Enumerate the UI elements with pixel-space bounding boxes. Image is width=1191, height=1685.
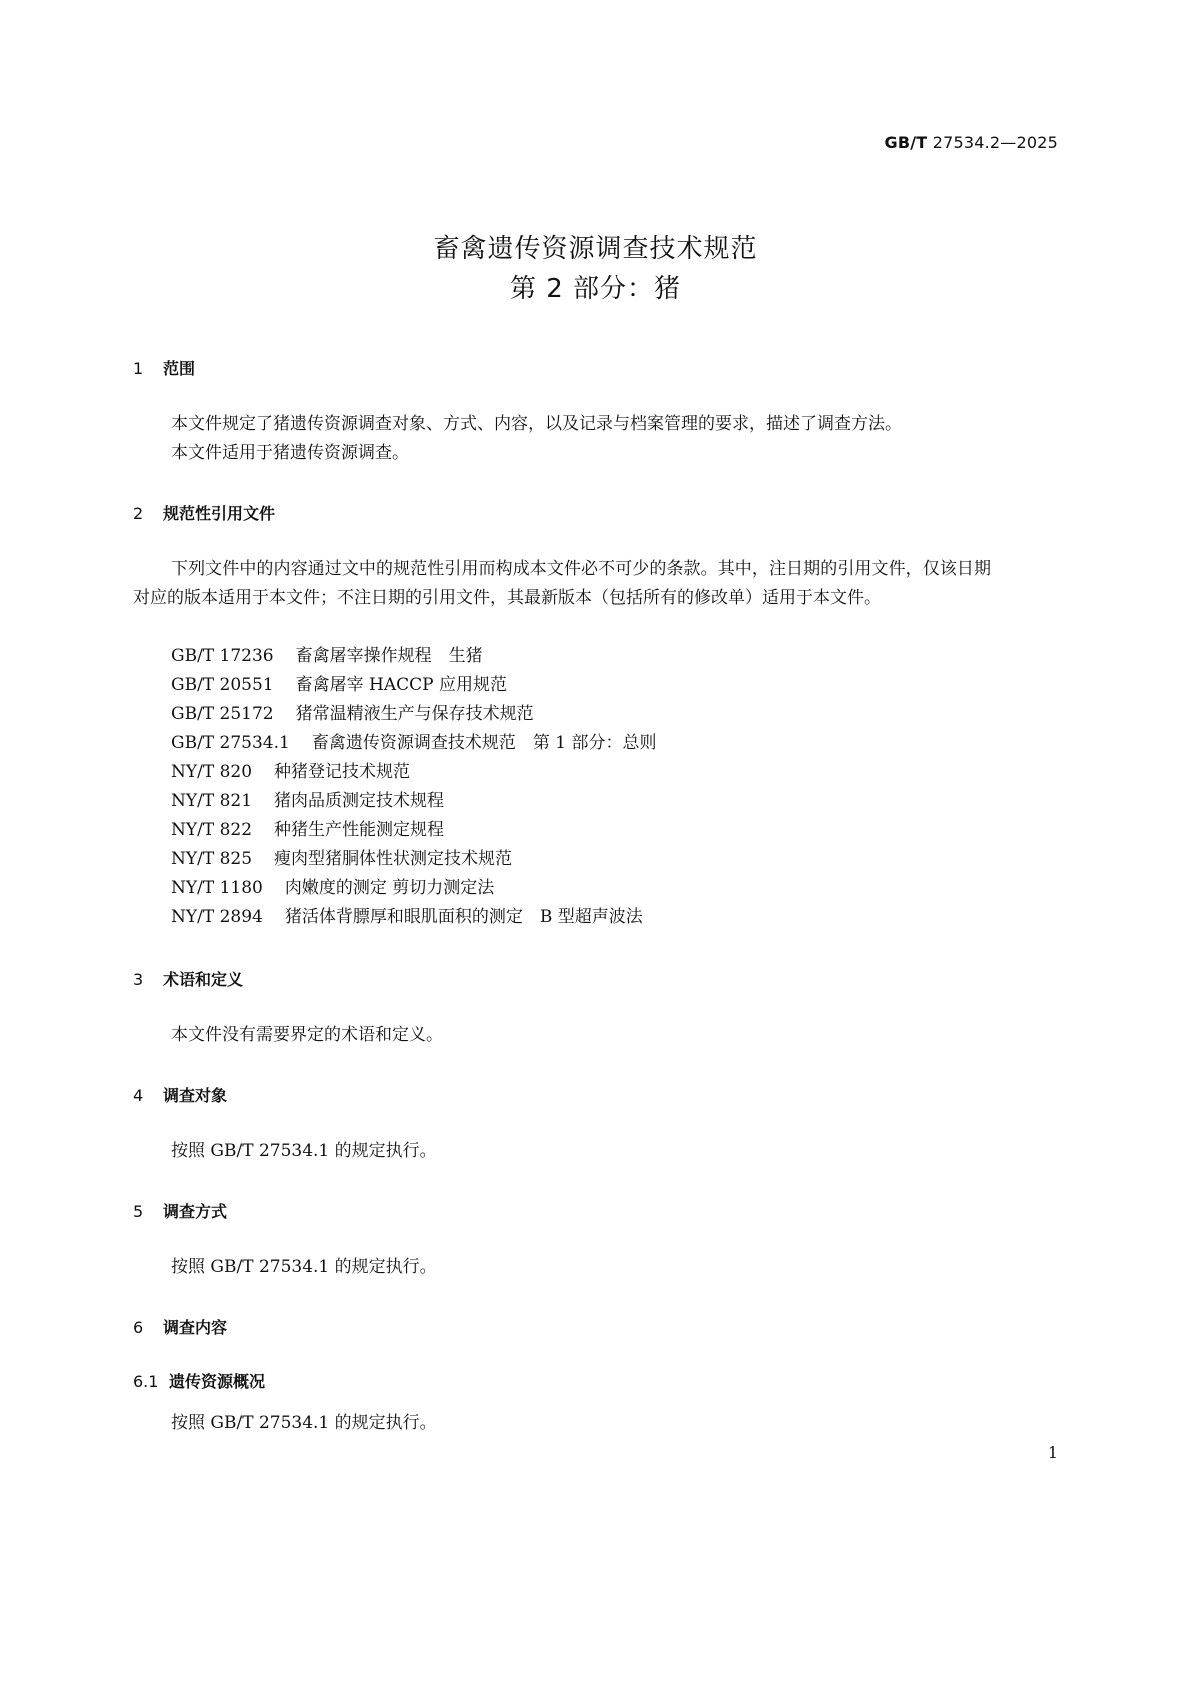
section-title: 规范性引用文件 bbox=[163, 504, 276, 523]
reference-item bbox=[171, 700, 656, 729]
section-number: 2 bbox=[133, 504, 144, 523]
section-number: 3 bbox=[133, 970, 144, 989]
reference-item bbox=[171, 671, 656, 700]
reference-title: 畜禽屠宰 HACCP 应用规范 bbox=[295, 675, 507, 695]
reference-item bbox=[171, 874, 656, 903]
reference-item bbox=[171, 903, 656, 932]
reference-item bbox=[171, 845, 656, 874]
paragraph: 下列文件中的内容通过文中的规范性引用而构成本文件必不可少的条款。其中，注日期的引用文件，仅该日期对应的版本适用于本文件；不注日期的引用文件，其最新版本（包括所有的修改单）适用于本文件。 bbox=[133, 559, 991, 608]
section-title: 术语和定义 bbox=[163, 970, 244, 989]
section-heading-scope bbox=[133, 356, 195, 379]
section-number: 6 bbox=[133, 1318, 144, 1337]
reference-title: 种猪登记技术规范 bbox=[274, 762, 411, 782]
paragraph: 按照 GB/T 27534.1 的规定执行。 bbox=[171, 1257, 437, 1277]
reference-code: NY/T 825 bbox=[171, 849, 253, 869]
page-number: 1 bbox=[1047, 1443, 1058, 1462]
reference-code: GB/T 25172 bbox=[171, 704, 274, 724]
reference-title: 猪常温精液生产与保存技术规范 bbox=[295, 704, 534, 724]
paragraph: 本文件适用于猪遗传资源调查。 bbox=[171, 443, 409, 463]
section-number: 1 bbox=[133, 359, 144, 378]
document-title-line1: 畜禽遗传资源调查技术规范 bbox=[433, 234, 758, 264]
paragraph: 本文件规定了猪遗传资源调查对象、方式、内容，以及记录与档案管理的要求，描述了调查方法。 bbox=[171, 414, 902, 434]
reference-title: 畜禽遗传资源调查技术规范 第 1 部分：总则 bbox=[311, 733, 657, 753]
section-heading-survey-method bbox=[133, 1199, 227, 1222]
reference-title: 猪肉品质测定技术规程 bbox=[274, 791, 445, 811]
reference-code: GB/T 17236 bbox=[171, 646, 274, 666]
reference-item bbox=[171, 729, 656, 758]
reference-code: NY/T 821 bbox=[171, 791, 253, 811]
section-heading-terms bbox=[133, 967, 243, 990]
reference-title: 种猪生产性能测定规程 bbox=[274, 820, 445, 840]
section-heading-survey-object bbox=[133, 1083, 227, 1106]
paragraph: 按照 GB/T 27534.1 的规定执行。 bbox=[171, 1141, 437, 1161]
reference-code: NY/T 822 bbox=[171, 820, 253, 840]
standard-code-prefix: GB/T bbox=[884, 133, 928, 152]
standard-code-number: 27534.2—2025 bbox=[932, 133, 1058, 152]
subsection-heading-resource-overview bbox=[133, 1369, 265, 1392]
section-number: 5 bbox=[133, 1202, 144, 1221]
reference-item bbox=[171, 787, 656, 816]
document-title-line2: 第 2 部分：猪 bbox=[509, 274, 682, 304]
paragraph: 本文件没有需要界定的术语和定义。 bbox=[171, 1025, 443, 1045]
reference-code: NY/T 820 bbox=[171, 762, 253, 782]
reference-list bbox=[171, 642, 656, 932]
reference-code: NY/T 1180 bbox=[171, 878, 263, 898]
reference-title: 猪活体背膘厚和眼肌面积的测定 B 型超声波法 bbox=[284, 907, 643, 927]
subsection-number: 6.1 bbox=[133, 1372, 159, 1391]
section-title: 调查对象 bbox=[163, 1086, 228, 1105]
reference-code: NY/T 2894 bbox=[171, 907, 263, 927]
section-title: 调查方式 bbox=[163, 1202, 228, 1221]
section-number: 4 bbox=[133, 1086, 144, 1105]
section-title: 范围 bbox=[163, 359, 196, 378]
reference-item bbox=[171, 758, 656, 787]
subsection-title: 遗传资源概况 bbox=[169, 1372, 266, 1391]
reference-title: 畜禽屠宰操作规程 生猪 bbox=[295, 646, 483, 666]
reference-code: GB/T 20551 bbox=[171, 675, 274, 695]
reference-code: GB/T 27534.1 bbox=[171, 733, 290, 753]
paragraph: 按照 GB/T 27534.1 的规定执行。 bbox=[171, 1413, 437, 1433]
section-title: 调查内容 bbox=[163, 1318, 228, 1337]
reference-title: 肉嫩度的测定 剪切力测定法 bbox=[284, 878, 495, 898]
reference-item bbox=[171, 642, 656, 671]
standard-code bbox=[885, 133, 1058, 152]
section-heading-normative-references bbox=[133, 501, 275, 524]
section-heading-survey-content bbox=[133, 1315, 227, 1338]
reference-item bbox=[171, 816, 656, 845]
reference-title: 瘦肉型猪胴体性状测定技术规范 bbox=[274, 849, 513, 869]
